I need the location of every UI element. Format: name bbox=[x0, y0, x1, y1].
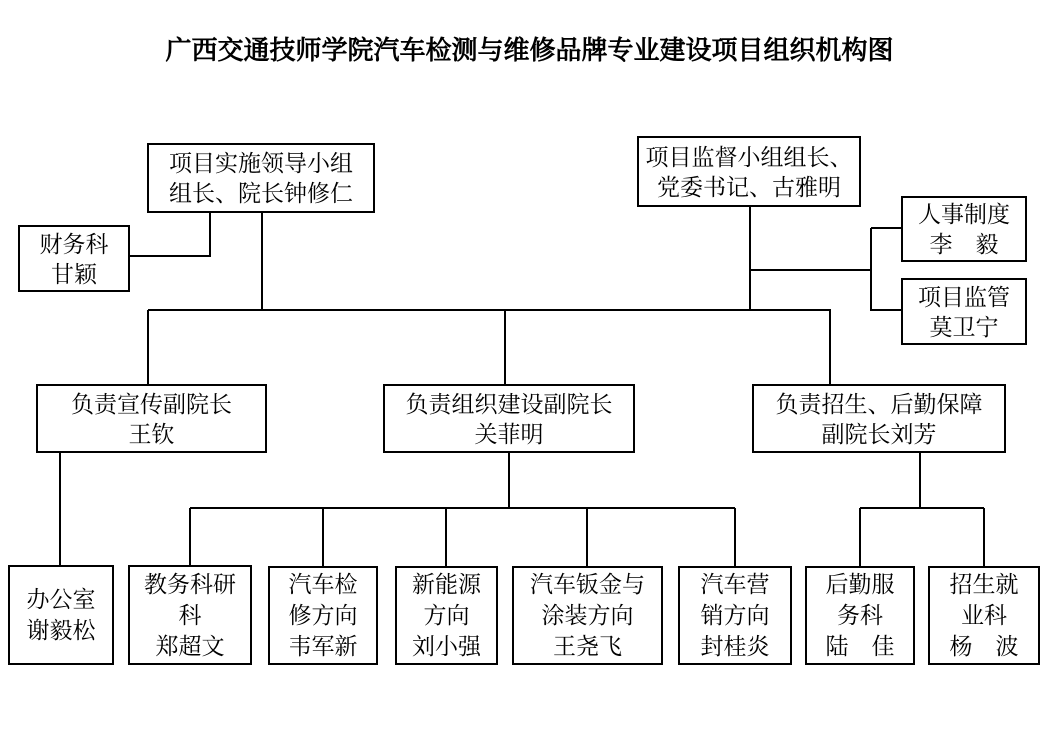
node-line: 关菲明 bbox=[474, 420, 544, 447]
node-hr-system bbox=[901, 196, 1027, 262]
node-line: 务科 bbox=[837, 602, 883, 628]
node-vp-publicity bbox=[36, 384, 267, 453]
node-line: 郑超文 bbox=[155, 632, 225, 659]
node-line: 谢毅松 bbox=[26, 617, 96, 643]
node-line: 杨 波 bbox=[949, 633, 1019, 659]
node-line: 新能源 bbox=[412, 571, 481, 597]
node-line: 莫卫宁 bbox=[929, 313, 999, 340]
node-line: 王尧飞 bbox=[553, 633, 622, 659]
node-line: 招生就 bbox=[949, 571, 1019, 597]
node-line: 业科 bbox=[961, 602, 1007, 628]
node-line: 项目监管 bbox=[918, 283, 1010, 310]
node-logistics-service-section bbox=[805, 566, 915, 665]
node-project-implementation-leader bbox=[147, 143, 375, 213]
node-line: 涂装方向 bbox=[541, 602, 634, 628]
node-line: 后勤服 bbox=[825, 571, 895, 597]
node-auto-marketing-direction bbox=[678, 566, 792, 665]
node-sheet-metal-painting-direction bbox=[512, 566, 663, 665]
node-line: 陆 佳 bbox=[825, 633, 895, 659]
node-line: 项目监督小组组长、 bbox=[645, 143, 853, 170]
node-line: 修方向 bbox=[288, 602, 358, 628]
node-line: 韦军新 bbox=[288, 633, 358, 659]
node-line: 人事制度 bbox=[918, 201, 1010, 227]
node-line: 财务科 bbox=[39, 230, 109, 257]
node-office bbox=[8, 565, 114, 665]
node-line: 汽车营 bbox=[700, 571, 770, 597]
node-auto-repair-direction bbox=[268, 566, 378, 665]
node-line: 汽车钣金与 bbox=[530, 571, 645, 597]
node-line: 教务科研 bbox=[144, 570, 236, 597]
node-finance-section bbox=[18, 225, 130, 292]
node-line: 封桂炎 bbox=[700, 633, 770, 659]
node-line: 项目实施领导小组 bbox=[169, 150, 353, 176]
node-line: 副院长刘芳 bbox=[821, 420, 937, 447]
node-line: 办公室 bbox=[26, 586, 96, 612]
node-line: 销方向 bbox=[700, 602, 770, 628]
node-line: 负责组织建设副院长 bbox=[405, 390, 613, 417]
node-project-supervision-leader bbox=[637, 136, 861, 207]
node-line: 组长、院长钟修仁 bbox=[169, 180, 353, 206]
node-line: 王钦 bbox=[128, 420, 175, 447]
node-line: 刘小强 bbox=[412, 633, 481, 659]
node-new-energy-direction bbox=[395, 566, 498, 665]
node-project-regulation bbox=[901, 278, 1027, 345]
node-vp-organization bbox=[383, 384, 635, 453]
node-line: 党委书记、古雅明 bbox=[657, 173, 841, 200]
node-line: 负责招生、后勤保障 bbox=[775, 390, 983, 417]
node-line: 科 bbox=[178, 601, 202, 628]
page-title: 广西交通技师学院汽车检测与维修品牌专业建设项目组织机构图 bbox=[165, 35, 894, 65]
node-line: 甘颖 bbox=[51, 260, 97, 287]
node-vp-recruitment-logistics bbox=[752, 384, 1006, 453]
node-academic-research-section bbox=[128, 565, 252, 665]
node-line: 方向 bbox=[423, 602, 470, 628]
node-admissions-employment-section bbox=[928, 566, 1040, 665]
node-line: 负责宣传副院长 bbox=[71, 390, 232, 417]
node-line: 汽车检 bbox=[288, 571, 358, 597]
node-line: 李 毅 bbox=[929, 231, 999, 257]
